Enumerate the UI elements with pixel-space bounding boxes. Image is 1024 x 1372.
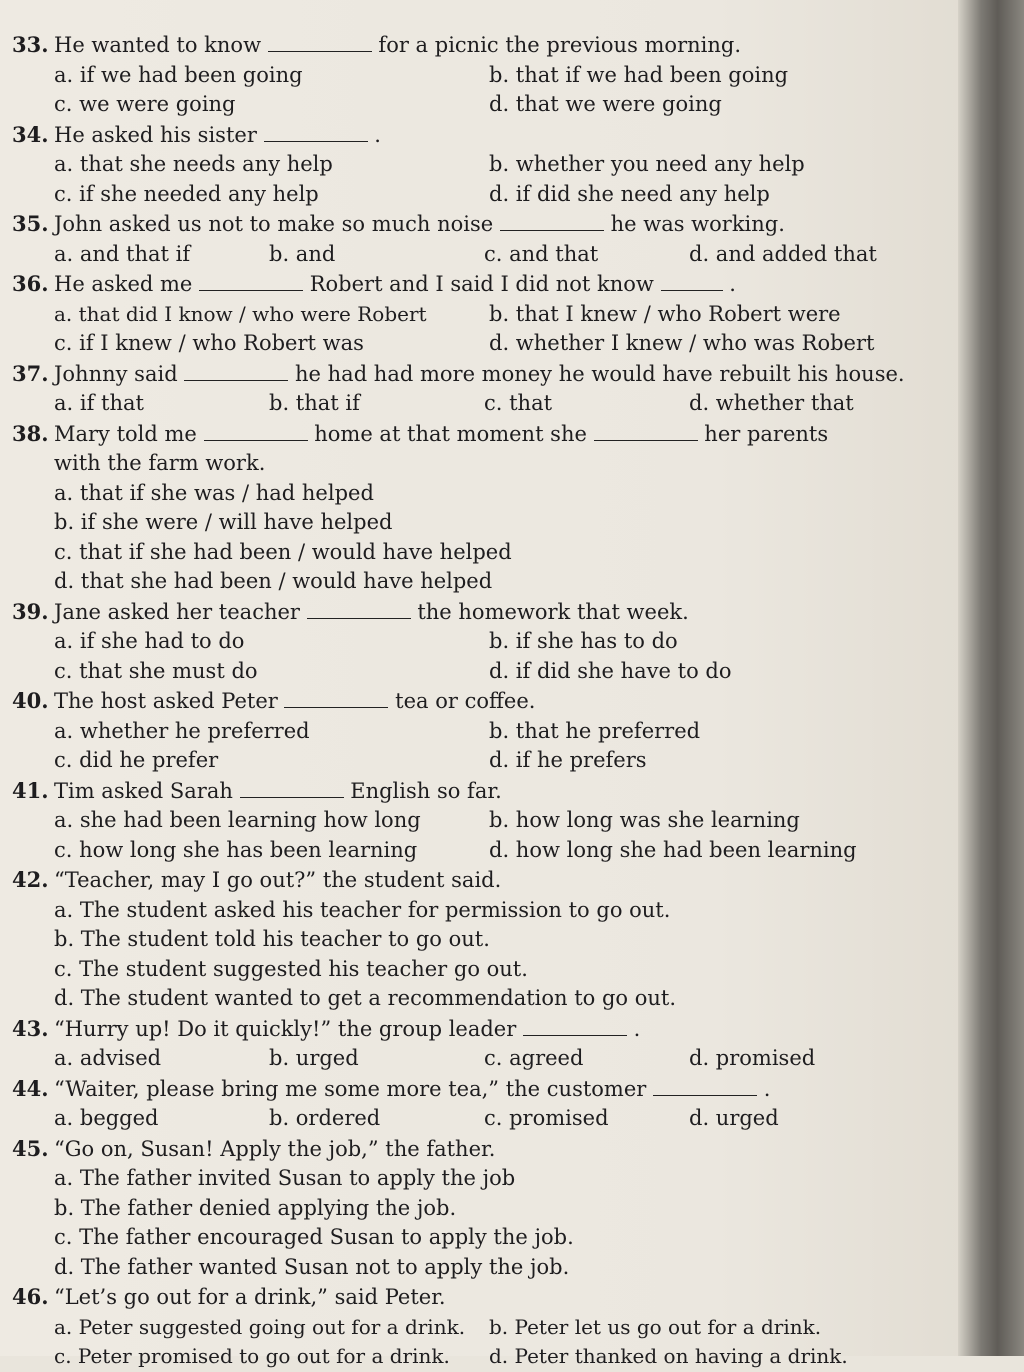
options — [12, 717, 912, 776]
question-stem — [12, 776, 912, 807]
question-41 — [12, 776, 912, 866]
stem-text: . — [633, 1016, 641, 1041]
stem-text: he was working. — [610, 212, 785, 236]
question-stem — [12, 419, 912, 450]
question-stem — [12, 1074, 912, 1105]
question-36 — [12, 269, 912, 359]
question-39 — [12, 597, 912, 687]
question-number: 35. — [12, 211, 49, 236]
option-b[interactable]: b. whether you need any help — [489, 152, 805, 176]
options — [12, 300, 912, 359]
option-c[interactable]: c. Peter promised to go out for a drink. — [54, 1344, 450, 1368]
answer-blank[interactable] — [653, 1077, 757, 1096]
options — [12, 627, 912, 686]
question-stem — [12, 686, 912, 717]
stem-text: . — [763, 1076, 771, 1101]
question-stem — [12, 120, 912, 151]
option-a[interactable]: a. whether he preferred — [54, 718, 310, 743]
stem-text: He asked his sister — [54, 122, 257, 147]
answer-blank[interactable] — [240, 779, 344, 798]
question-number: 43. — [12, 1015, 49, 1041]
option-b[interactable]: b. if she has to do — [489, 629, 678, 653]
option-a[interactable]: a. Peter suggested going out for a drink. — [54, 1314, 466, 1339]
question-stem — [12, 1014, 912, 1045]
answer-blank[interactable] — [199, 272, 303, 291]
stem-text: John asked us not to make so much noise — [54, 212, 494, 236]
option-d[interactable]: d. and added that — [689, 241, 877, 266]
option-b[interactable]: b. The father denied applying the job. — [54, 1195, 457, 1220]
option-b[interactable]: b. if she were / will have helped — [54, 510, 393, 534]
option-a[interactable]: a. that she needs any help — [54, 152, 333, 176]
options — [12, 1164, 912, 1282]
question-43 — [12, 1014, 912, 1074]
question-35 — [12, 209, 912, 269]
option-a[interactable]: a. she had been learning how long — [54, 808, 421, 832]
question-45 — [12, 1134, 912, 1283]
option-a[interactable]: a. that if she was / had helped — [54, 480, 374, 505]
option-d[interactable]: d. urged — [689, 1106, 779, 1130]
question-number: 38. — [12, 420, 49, 446]
option-b[interactable]: b. that if — [269, 391, 360, 415]
stem-text: English so far. — [350, 778, 502, 803]
options — [12, 389, 912, 419]
stem-text: tea or coffee. — [395, 689, 536, 713]
stem-text: . — [374, 122, 381, 147]
options — [12, 240, 912, 270]
answer-blank[interactable] — [264, 123, 368, 142]
question-42 — [12, 865, 912, 1014]
stem-text: “Hurry up! Do it quickly!” the group leader — [54, 1016, 517, 1041]
stem-text: Jane asked her teacher — [54, 599, 300, 624]
question-37 — [12, 359, 912, 419]
option-a[interactable]: a. if we had been going — [54, 62, 303, 87]
question-number: 36. — [12, 271, 49, 296]
stem-text: He asked me — [54, 272, 193, 296]
options — [12, 806, 912, 865]
question-38 — [12, 419, 912, 597]
question-44 — [12, 1074, 912, 1134]
option-c[interactable]: c. how long she has been learning — [54, 837, 418, 862]
option-d[interactable]: d. if he prefers — [489, 748, 647, 772]
stem-text: he had had more money he would have rebuilt his house. — [295, 361, 905, 386]
option-a[interactable]: a. The father invited Susan to apply the job — [54, 1166, 516, 1190]
question-number: 42. — [12, 867, 49, 892]
option-b[interactable]: b. ordered — [269, 1106, 381, 1130]
answer-blank[interactable] — [500, 212, 604, 231]
option-d[interactable]: d. how long she had been learning — [489, 837, 857, 862]
option-b[interactable]: b. that he preferred — [489, 718, 701, 743]
answer-blank[interactable] — [523, 1017, 627, 1036]
question-stem — [12, 30, 912, 61]
option-b[interactable]: b. Peter let us go out for a drink. — [489, 1314, 822, 1339]
option-d[interactable]: d. The father wanted Susan not to apply the job. — [54, 1254, 570, 1279]
stem-text: Mary told me — [54, 421, 197, 446]
question-stem — [12, 865, 912, 896]
option-a[interactable]: a. The student asked his teacher for permission to go out. — [54, 897, 671, 922]
question-34 — [12, 120, 912, 210]
option-c[interactable]: c. that if she had been / would have helped — [54, 539, 512, 564]
question-number: 33. — [12, 32, 49, 57]
question-number: 40. — [12, 688, 49, 713]
option-c[interactable]: c. that — [484, 391, 553, 415]
question-33 — [12, 30, 912, 120]
answer-blank[interactable] — [184, 362, 288, 381]
question-stem — [12, 209, 912, 240]
option-d[interactable]: d. if did she have to do — [489, 658, 732, 683]
book-spine-shadow — [958, 0, 1024, 1356]
question-stem — [12, 597, 912, 628]
option-c[interactable]: c. we were going — [54, 92, 236, 116]
stem-text: “Teacher, may I go out?” the student said. — [54, 868, 502, 892]
option-d[interactable]: d. that we were going — [489, 92, 722, 116]
stem-text: . — [729, 272, 736, 296]
option-d[interactable]: d. promised — [689, 1046, 816, 1070]
question-stem — [12, 1282, 912, 1313]
option-c[interactable]: c. promised — [484, 1106, 609, 1130]
option-d[interactable]: d. whether that — [689, 391, 854, 415]
question-40 — [12, 686, 912, 776]
options — [12, 896, 912, 1014]
stem-text: The host asked Peter — [54, 689, 278, 713]
stem-text: “Waiter, please bring me some more tea,” the customer — [54, 1076, 647, 1101]
option-c[interactable]: c. and that — [484, 241, 599, 266]
question-number: 44. — [12, 1075, 49, 1101]
option-b[interactable]: b. that I knew / who Robert were — [489, 301, 841, 326]
stem-continuation: with the farm work. — [54, 451, 266, 475]
option-b[interactable]: b. The student told his teacher to go out. — [54, 927, 490, 951]
answer-blank[interactable] — [594, 422, 698, 441]
option-d[interactable]: d. whether I knew / who was Robert — [489, 331, 875, 355]
option-a[interactable]: a. and that if — [54, 241, 191, 266]
question-number: 39. — [12, 598, 49, 624]
answer-blank[interactable] — [268, 33, 372, 52]
options — [12, 150, 912, 209]
stem-text: Tim asked Sarah — [54, 778, 233, 803]
question-stem — [12, 269, 912, 300]
answer-blank[interactable] — [661, 272, 723, 291]
option-a[interactable]: a. that did I know / who were Robert — [54, 301, 427, 326]
question-number: 41. — [12, 777, 49, 803]
option-c[interactable]: c. did he prefer — [54, 748, 219, 772]
question-number: 46. — [12, 1284, 49, 1309]
question-46 — [12, 1282, 912, 1372]
exercise-list — [12, 30, 912, 1372]
stem-text: He wanted to know — [54, 33, 262, 57]
options — [12, 1044, 912, 1074]
options — [12, 61, 912, 120]
option-d[interactable]: d. The student wanted to get a recommendation to go out. — [54, 986, 677, 1010]
option-c[interactable]: c. if she needed any help — [54, 181, 319, 206]
option-d[interactable]: d. if did she need any help — [489, 181, 770, 206]
option-a[interactable]: a. if she had to do — [54, 629, 245, 653]
option-b[interactable]: b. that if we had been going — [489, 62, 789, 87]
stem-text: the homework that week. — [417, 599, 689, 624]
option-b[interactable]: b. how long was she learning — [489, 808, 800, 832]
option-c[interactable]: c. The student suggested his teacher go out. — [54, 956, 528, 981]
option-b[interactable]: b. and — [269, 241, 336, 266]
stem-text: her parents — [704, 421, 829, 446]
answer-blank[interactable] — [204, 422, 308, 441]
stem-text: Johnny said — [54, 361, 178, 386]
question-stem — [12, 359, 912, 390]
stem-text: home at that moment she — [314, 421, 587, 446]
options — [12, 479, 912, 597]
option-d[interactable]: d. that she had been / would have helped — [54, 569, 493, 593]
question-number: 45. — [12, 1135, 49, 1161]
question-stem — [12, 1134, 912, 1165]
answer-blank[interactable] — [307, 600, 411, 619]
options — [12, 1104, 912, 1134]
option-c[interactable]: c. The father encouraged Susan to apply the job. — [54, 1225, 574, 1249]
stem-text: Robert and I said I did not know — [309, 272, 654, 296]
option-a[interactable]: a. advised — [54, 1046, 162, 1070]
stem-text: “Let’s go out for a drink,” said Peter. — [54, 1285, 446, 1309]
question-number: 37. — [12, 360, 49, 386]
option-c[interactable]: c. that she must do — [54, 658, 258, 683]
option-a[interactable]: a. if that — [54, 391, 144, 415]
question-number: 34. — [12, 121, 49, 147]
stem-text: for a picnic the previous morning. — [378, 33, 741, 57]
option-c[interactable]: c. if I knew / who Robert was — [54, 331, 364, 355]
option-b[interactable]: b. urged — [269, 1046, 359, 1070]
option-c[interactable]: c. agreed — [484, 1046, 584, 1070]
option-d[interactable]: d. Peter thanked on having a drink. — [489, 1344, 848, 1368]
stem-text: “Go on, Susan! Apply the job,” the father. — [54, 1136, 496, 1161]
options — [12, 1313, 912, 1372]
option-a[interactable]: a. begged — [54, 1106, 159, 1130]
answer-blank[interactable] — [284, 689, 388, 708]
